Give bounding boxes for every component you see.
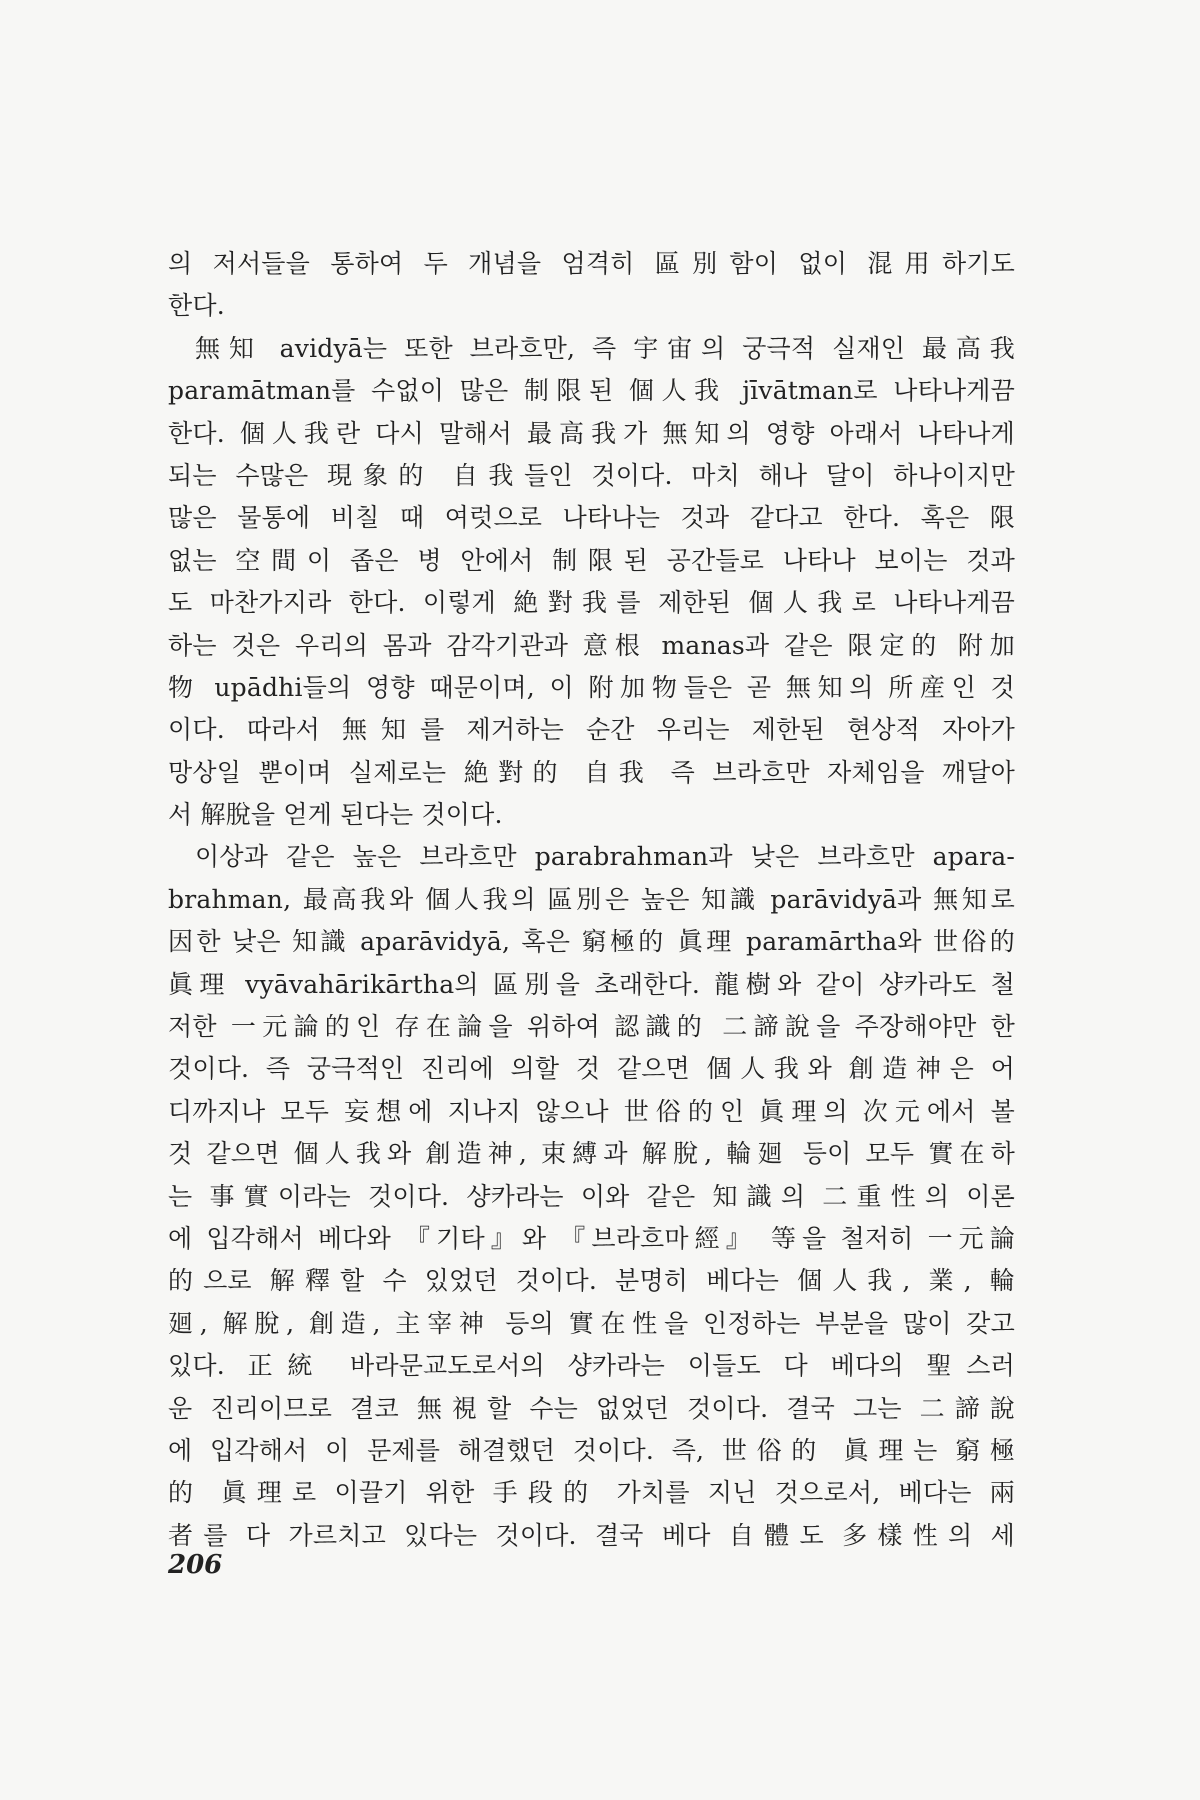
text-line: 많은 물통에 비칠 때 여럿으로 나타나는 것과 같다고 한다. 혹은 限 xyxy=(168,503,1015,533)
text-line: 있다. 正統 바라문교도로서의 샹카라는 이들도 다 베다의 聖스러 xyxy=(168,1351,1015,1381)
text-line: 서 解脫을 얻게 된다는 것이다. xyxy=(168,800,503,830)
text-line: 이상과 같은 높은 브라흐만 parabrahman과 낮은 브라흐만 apara- xyxy=(195,842,1015,872)
text-line: 者를 다 가르치고 있다는 것이다. 결국 베다 自體도 多樣性의 세 xyxy=(168,1520,1015,1550)
text-line: 的으로 解釋할 수 있었던 것이다. 분명히 베다는 個人我, 業, 輪 xyxy=(168,1266,1015,1296)
text-line: 因한 낮은 知識 aparāvidyā, 혹은 窮極的 眞理 paramārtha와 世俗的 xyxy=(168,927,1015,957)
text-line: 的 眞理로 이끌기 위한 手段的 가치를 지닌 것으로서, 베다는 兩 xyxy=(168,1478,1015,1508)
text-line: 한다. 個人我란 다시 말해서 最高我가 無知의 영향 아래서 나타나게 xyxy=(168,418,1015,448)
text-line: 한다. xyxy=(168,291,225,321)
text-line: 無知 avidyā는 또한 브라흐만, 즉 宇宙의 궁극적 실재인 最高我 xyxy=(195,333,1015,363)
text-line: paramātman를 수없이 많은 制限된 個人我 jīvātman로 나타나게끔 xyxy=(168,376,1015,406)
text-line: 이다. 따라서 無知를 제거하는 순간 우리는 제한된 현상적 자아가 xyxy=(168,715,1015,745)
body-text xyxy=(168,243,1015,1557)
text-line: 운 진리이므로 결코 無視할 수는 없었던 것이다. 결국 그는 二諦說 xyxy=(168,1393,1015,1423)
page-number: 206 xyxy=(168,1550,223,1580)
text-line: 의 저서들을 통하여 두 개념을 엄격히 區別함이 없이 混用하기도 xyxy=(168,249,1015,278)
text-line: 에 입각해서 베다와 『기타』와 『브라흐마經』 等을 철저히 一元論 xyxy=(168,1223,1015,1253)
text-line: 저한 一元論的인 存在論을 위하여 認識的 二諦說을 주장해야만 한 xyxy=(168,1012,1015,1042)
text-line: 도 마찬가지라 한다. 이렇게 絶對我를 제한된 個人我로 나타나게끔 xyxy=(168,588,1015,618)
text-line: 에 입각해서 이 문제를 해결했던 것이다. 즉, 世俗的 眞理는 窮極 xyxy=(168,1435,1015,1465)
text-line: 眞理 vyāvahārikārtha의 區別을 초래한다. 龍樹와 같이 샹카라도 철 xyxy=(168,969,1015,999)
text-line: 디까지나 모두 妄想에 지나지 않으나 世俗的인 眞理의 次元에서 볼 xyxy=(168,1096,1015,1126)
text-line: brahman, 最高我와 個人我의 區別은 높은 知識 parāvidyā과 無知로 xyxy=(168,884,1015,914)
text-line: 는 事實이라는 것이다. 샹카라는 이와 같은 知識의 二重性의 이론 xyxy=(168,1181,1015,1211)
text-line: 物 upādhi들의 영향 때문이며, 이 附加物들은 곧 無知의 所産인 것 xyxy=(168,672,1015,702)
text-line: 되는 수많은 現象的 自我들인 것이다. 마치 해나 달이 하나이지만 xyxy=(168,460,1015,490)
text-line: 없는 空間이 좁은 병 안에서 制限된 공간들로 나타나 보이는 것과 xyxy=(168,545,1015,575)
text-line: 망상일 뿐이며 실제로는 絶對的 自我 즉 브라흐만 자체임을 깨달아 xyxy=(168,757,1015,787)
text-line: 廻, 解脫, 創造, 主宰神 등의 實在性을 인정하는 부분을 많이 갖고 xyxy=(168,1308,1015,1338)
text-line: 것이다. 즉 궁극적인 진리에 의할 것 같으면 個人我와 創造神은 어 xyxy=(168,1054,1015,1084)
text-line: 하는 것은 우리의 몸과 감각기관과 意根 manas과 같은 限定的 附加 xyxy=(168,630,1015,660)
text-line: 것 같으면 個人我와 創造神, 束縛과 解脫, 輪廻 등이 모두 實在하 xyxy=(168,1139,1015,1169)
